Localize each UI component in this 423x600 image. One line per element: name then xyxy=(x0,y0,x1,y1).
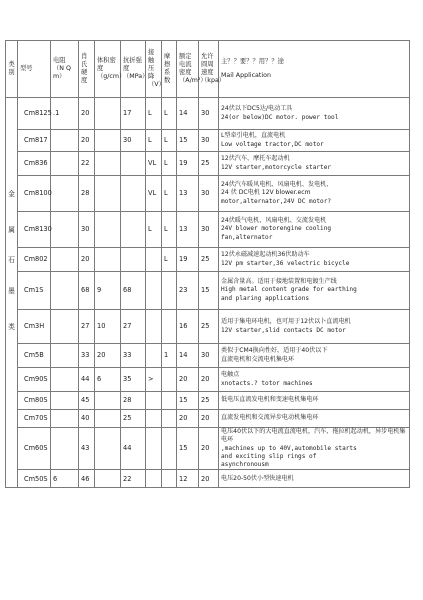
cell-flexural: 30 xyxy=(121,130,146,152)
cell-application xyxy=(219,130,410,152)
cell-resistance: .1 xyxy=(51,98,79,130)
table-row xyxy=(6,130,410,152)
cell-drop xyxy=(146,428,162,470)
category-cell xyxy=(6,428,18,470)
cell-density xyxy=(95,176,121,212)
cell-current: 19 xyxy=(177,152,199,176)
cell-application xyxy=(219,152,410,176)
application-line: Low voltage tractor,DC motor xyxy=(221,140,324,148)
cell-density: 6 xyxy=(95,368,121,392)
cell-flexural xyxy=(121,248,146,272)
cell-model: Cm5B xyxy=(18,344,51,368)
cell-friction: L xyxy=(162,152,177,176)
cell-density xyxy=(95,428,121,470)
cell-application xyxy=(219,368,410,392)
application-line: 低电压直流发电机和变速电机集电环 xyxy=(221,396,319,404)
cell-hardness: 68 xyxy=(79,272,95,310)
cell-density xyxy=(95,392,121,410)
brush-spec-table xyxy=(5,40,410,488)
application-line: motor,alternator,24V DC motor? xyxy=(221,197,332,205)
cell-drop xyxy=(146,470,162,488)
cell-model: Cm90S xyxy=(18,368,51,392)
cell-model: Cm8125 xyxy=(18,98,51,130)
spec-table-sheet xyxy=(5,40,409,550)
cell-hardness: 46 xyxy=(79,470,95,488)
application-line: 12V starter,motorcycle starter xyxy=(221,163,332,171)
cell-speed: 20 xyxy=(199,368,219,392)
cell-application xyxy=(219,470,410,488)
cell-density xyxy=(95,410,121,428)
cell-resistance xyxy=(51,176,79,212)
cell-speed: 25 xyxy=(199,248,219,272)
cell-flexural xyxy=(121,176,146,212)
category-cell xyxy=(6,392,18,410)
cell-model: Cm3H xyxy=(18,310,51,344)
cell-flexural: 25 xyxy=(121,410,146,428)
cell-application xyxy=(219,392,410,410)
header-friction: 摩擦系数 xyxy=(162,41,177,98)
cell-friction xyxy=(162,410,177,428)
cell-drop: L xyxy=(146,98,162,130)
cell-speed: 25 xyxy=(199,392,219,410)
cell-application xyxy=(219,344,410,368)
application-line: 直流发电机和交流异步电动机集电环 xyxy=(221,414,319,422)
cell-model: Cm60S xyxy=(18,428,51,470)
cell-hardness: 45 xyxy=(79,392,95,410)
cell-flexural: 17 xyxy=(121,98,146,130)
table-row xyxy=(6,368,410,392)
cell-current: 12 xyxy=(177,470,199,488)
cell-density xyxy=(95,98,121,130)
header-application-cn: 主？？要？？用？？途 xyxy=(221,58,284,65)
application-line: 24伏暖气电机、风扇电机、交流发电机 xyxy=(221,217,327,225)
table-row xyxy=(6,176,410,212)
table-row xyxy=(6,152,410,176)
category-char: 墨 xyxy=(6,272,18,310)
application-line: High metal content grade for earthing xyxy=(221,286,357,294)
cell-drop: L xyxy=(146,212,162,248)
cell-model: Cm817 xyxy=(18,130,51,152)
application-line: 24(or below)DC motor. power tool xyxy=(221,113,339,121)
category-cell xyxy=(6,410,18,428)
header-density: 体积密度（g/cm） xyxy=(95,41,121,98)
cell-application xyxy=(219,428,410,470)
cell-density: 9 xyxy=(95,272,121,310)
cell-hardness: 30 xyxy=(79,212,95,248)
cell-friction: L xyxy=(162,98,177,130)
application-line: 电压40伏以下的大电流直流电机，汽车、拖拉机起动机，异步电机集电环 xyxy=(221,428,406,444)
cell-speed: 20 xyxy=(199,470,219,488)
table-row xyxy=(6,272,410,310)
cell-model: Cm50S xyxy=(18,470,51,488)
cell-resistance xyxy=(51,428,79,470)
application-line: 直流电机和交流电机集电环 xyxy=(221,355,295,363)
application-line: and exciting slip rings of xyxy=(221,452,317,460)
cell-flexural: 33 xyxy=(121,344,146,368)
cell-resistance xyxy=(51,392,79,410)
application-line: and plaring applications xyxy=(221,294,310,302)
cell-drop xyxy=(146,272,162,310)
cell-resistance xyxy=(51,248,79,272)
header-row xyxy=(6,41,410,98)
cell-hardness: 20 xyxy=(79,248,95,272)
cell-hardness: 40 xyxy=(79,410,95,428)
cell-flexural xyxy=(121,212,146,248)
cell-model: Cm80S xyxy=(18,392,51,410)
cell-friction xyxy=(162,470,177,488)
cell-speed: 30 xyxy=(199,344,219,368)
header-category: 类别 xyxy=(6,41,18,98)
cell-resistance xyxy=(51,130,79,152)
table-row xyxy=(6,344,410,368)
category-cell xyxy=(6,152,18,176)
cell-drop: > xyxy=(146,368,162,392)
cell-current: 20 xyxy=(177,368,199,392)
cell-resistance xyxy=(51,310,79,344)
cell-resistance xyxy=(51,152,79,176)
cell-current: 14 xyxy=(177,344,199,368)
cell-friction: L xyxy=(162,130,177,152)
cell-model: Cm1S xyxy=(18,272,51,310)
cell-application xyxy=(219,176,410,212)
cell-density xyxy=(95,470,121,488)
cell-resistance xyxy=(51,212,79,248)
cell-speed: 30 xyxy=(199,98,219,130)
cell-resistance xyxy=(51,272,79,310)
cell-model: Cm8100 xyxy=(18,176,51,212)
cell-friction: L xyxy=(162,248,177,272)
application-line: xnotacts.? totor machines xyxy=(221,379,313,387)
cell-speed: 20 xyxy=(199,428,219,470)
cell-resistance xyxy=(51,344,79,368)
cell-model: Cm802 xyxy=(18,248,51,272)
header-resistance: 电阻（N Q m） xyxy=(51,41,79,98)
cell-density xyxy=(95,152,121,176)
application-line: 12伏永磁减速起动机36伏助动车 xyxy=(221,251,310,259)
cell-current: 23 xyxy=(177,272,199,310)
cell-friction xyxy=(162,310,177,344)
cell-friction: L xyxy=(162,212,177,248)
application-line: 电压20-50伏小型快速电机 xyxy=(221,474,294,482)
cell-drop xyxy=(146,248,162,272)
cell-friction xyxy=(162,272,177,310)
cell-friction xyxy=(162,428,177,470)
table-row xyxy=(6,248,410,272)
cell-current: 20 xyxy=(177,410,199,428)
cell-model: Cm836 xyxy=(18,152,51,176)
cell-friction: L xyxy=(162,176,177,212)
category-cell xyxy=(6,130,18,152)
cell-current: 15 xyxy=(177,428,199,470)
cell-speed: 15 xyxy=(199,272,219,310)
header-application-en: Mail Application xyxy=(221,72,271,79)
application-line: 12V pm starter,36 velectric bicycle xyxy=(221,259,350,267)
table-row xyxy=(6,98,410,130)
application-line: asynchronousm xyxy=(221,461,269,469)
category-cell xyxy=(6,368,18,392)
application-line: 24 伏 DC电机 12V blower.ecm xyxy=(221,189,311,197)
table-row xyxy=(6,410,410,428)
application-line: L型牵引电机，直流电机 xyxy=(221,132,286,140)
application-line: 类似于CM4换向性好，适用于40伏以下 xyxy=(221,347,328,355)
category-char: 金 xyxy=(6,176,18,212)
cell-application xyxy=(219,98,410,130)
cell-resistance xyxy=(51,410,79,428)
header-current: 额定电流密度（A/m²） xyxy=(177,41,199,98)
application-line: 适用于集电环电机，也可用于12伏以卜直流电机 xyxy=(221,318,351,326)
category-char: 石 xyxy=(6,248,18,272)
category-char: 类 xyxy=(6,310,18,344)
cell-friction xyxy=(162,368,177,392)
cell-application xyxy=(219,248,410,272)
header-speed: 允许圆周速度（kpa） xyxy=(199,41,219,98)
cell-speed: 25 xyxy=(199,310,219,344)
cell-application xyxy=(219,310,410,344)
cell-flexural: 35 xyxy=(121,368,146,392)
cell-drop: VL xyxy=(146,152,162,176)
category-char: 属 xyxy=(6,212,18,248)
table-row xyxy=(6,392,410,410)
header-flexural: 抗折强度（MPa） xyxy=(121,41,146,98)
application-line: 金属含量高。适用于接地装置和电镀生产线 xyxy=(221,278,337,286)
table-row xyxy=(6,470,410,488)
cell-density: 10 xyxy=(95,310,121,344)
cell-friction: 1 xyxy=(162,344,177,368)
cell-drop xyxy=(146,310,162,344)
cell-speed: 25 xyxy=(199,152,219,176)
table-row xyxy=(6,428,410,470)
cell-drop: L xyxy=(146,130,162,152)
cell-resistance: 6 xyxy=(51,470,79,488)
application-line: 24伏汽车暖风电机、风扇电机、发电机、 xyxy=(221,181,333,189)
header-hardness: 肖氏硬度 xyxy=(79,41,95,98)
cell-current: 13 xyxy=(177,212,199,248)
cell-application xyxy=(219,272,410,310)
cell-current: 15 xyxy=(177,130,199,152)
cell-hardness: 20 xyxy=(79,130,95,152)
cell-drop xyxy=(146,344,162,368)
application-line: 24V blower motorengine cooling xyxy=(221,225,332,233)
cell-flexural: 28 xyxy=(121,392,146,410)
application-line: 电触点 xyxy=(221,371,240,379)
cell-current: 14 xyxy=(177,98,199,130)
cell-speed: 30 xyxy=(199,130,219,152)
cell-current: 15 xyxy=(177,392,199,410)
category-cell xyxy=(6,344,18,368)
table-row xyxy=(6,212,410,248)
cell-hardness: 20 xyxy=(79,98,95,130)
category-cell xyxy=(6,98,18,130)
cell-speed: 30 xyxy=(199,212,219,248)
application-line: 12V starter,slid contacts DC motor xyxy=(221,326,346,334)
cell-density xyxy=(95,248,121,272)
cell-model: Cm70S xyxy=(18,410,51,428)
cell-current: 19 xyxy=(177,248,199,272)
cell-application xyxy=(219,410,410,428)
cell-hardness: 22 xyxy=(79,152,95,176)
header-drop: 接触压降（V） xyxy=(146,41,162,98)
cell-hardness: 33 xyxy=(79,344,95,368)
table-row xyxy=(6,310,410,344)
application-line: 12伏汽车、摩托车起动机 xyxy=(221,155,290,163)
cell-density: 20 xyxy=(95,344,121,368)
cell-density xyxy=(95,130,121,152)
cell-friction xyxy=(162,392,177,410)
cell-drop xyxy=(146,392,162,410)
header-model: 型号 xyxy=(18,41,51,98)
cell-flexural: 68 xyxy=(121,272,146,310)
cell-hardness: 43 xyxy=(79,428,95,470)
cell-hardness: 44 xyxy=(79,368,95,392)
cell-flexural: 22 xyxy=(121,470,146,488)
header-application xyxy=(219,41,410,98)
cell-model: Cm8130 xyxy=(18,212,51,248)
cell-hardness: 27 xyxy=(79,310,95,344)
cell-current: 16 xyxy=(177,310,199,344)
cell-speed: 20 xyxy=(199,410,219,428)
cell-density xyxy=(95,212,121,248)
application-line: 24伏以下DC5达/电动工具 xyxy=(221,105,293,113)
cell-flexural xyxy=(121,152,146,176)
cell-application xyxy=(219,212,410,248)
category-cell xyxy=(6,470,18,488)
cell-drop: VL xyxy=(146,176,162,212)
cell-hardness: 28 xyxy=(79,176,95,212)
cell-flexural: 44 xyxy=(121,428,146,470)
cell-speed: 30 xyxy=(199,176,219,212)
cell-drop xyxy=(146,410,162,428)
cell-current: 13 xyxy=(177,176,199,212)
application-line: fan,alternator xyxy=(221,233,273,241)
application-line: ,machines up to 40V,automobile starts xyxy=(221,444,357,452)
cell-flexural: 27 xyxy=(121,310,146,344)
cell-resistance xyxy=(51,368,79,392)
